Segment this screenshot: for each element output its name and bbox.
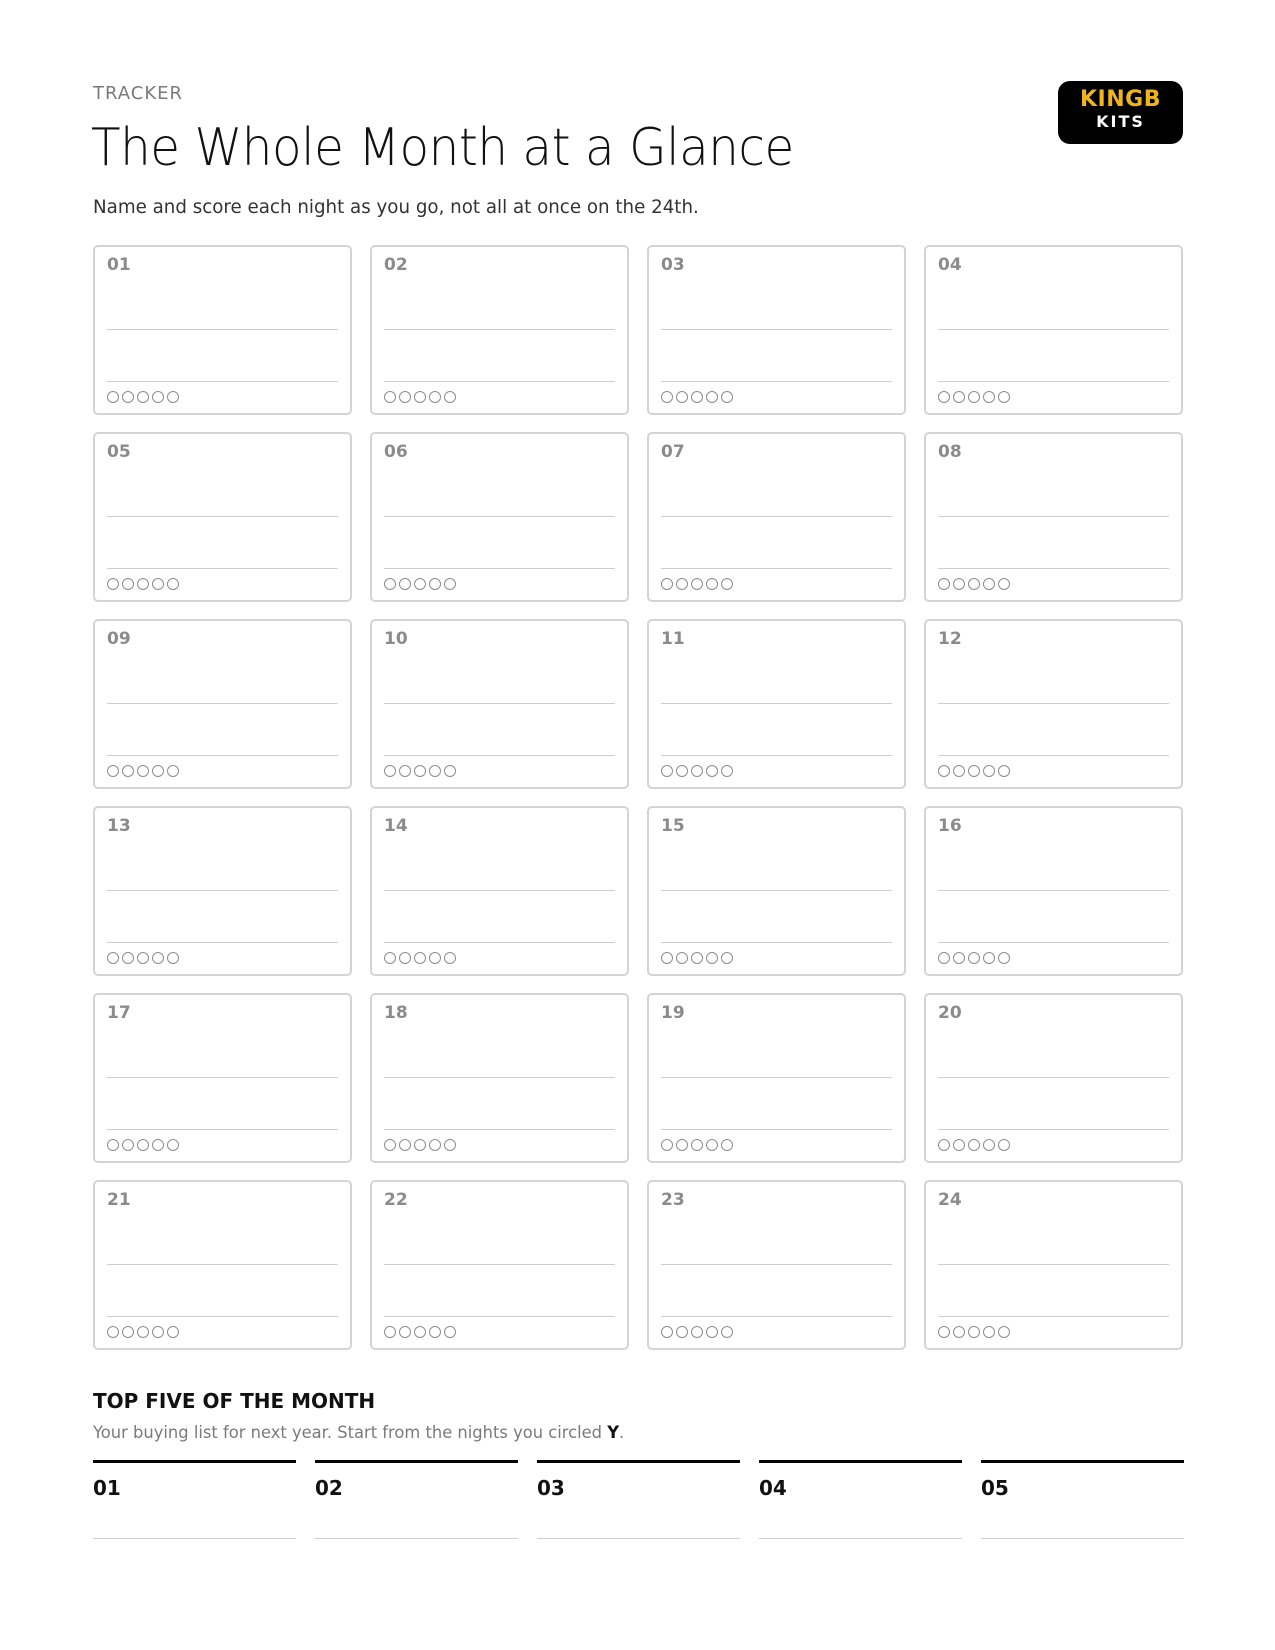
- rating-circle-icon[interactable]: [167, 578, 179, 590]
- rating-circle-icon[interactable]: [152, 952, 164, 964]
- rating-circle-icon[interactable]: [414, 578, 426, 590]
- rating-circle-icon[interactable]: [983, 952, 995, 964]
- rating-circle-icon[interactable]: [968, 952, 980, 964]
- rating-circle-icon[interactable]: [399, 391, 411, 403]
- rating-circle-icon[interactable]: [938, 1326, 950, 1338]
- rating-circle-icon[interactable]: [968, 1139, 980, 1151]
- name-line[interactable]: [107, 1264, 338, 1265]
- name-line[interactable]: [384, 1077, 615, 1078]
- rating-circle-icon[interactable]: [384, 1139, 396, 1151]
- name-line[interactable]: [938, 1077, 1169, 1078]
- rating-circle-icon[interactable]: [429, 952, 441, 964]
- day-card: [370, 432, 629, 602]
- day-number: 16: [938, 816, 962, 836]
- day-number: 06: [384, 442, 408, 462]
- rating-circle-icon[interactable]: [384, 1326, 396, 1338]
- rating-circle-icon[interactable]: [152, 1326, 164, 1338]
- rating-circle-icon[interactable]: [983, 578, 995, 590]
- name-line[interactable]: [661, 329, 892, 330]
- day-number: 08: [938, 442, 962, 462]
- day-card: [93, 432, 352, 602]
- rating-circles: [938, 391, 1010, 403]
- top-five-entry-line[interactable]: [759, 1538, 962, 1539]
- rating-circle-icon[interactable]: [429, 765, 441, 777]
- rating-circle-icon[interactable]: [107, 952, 119, 964]
- day-card: [93, 1180, 352, 1350]
- name-line[interactable]: [384, 516, 615, 517]
- rating-circle-icon[interactable]: [998, 1139, 1010, 1151]
- top-five-subtitle-text: Your buying list for next year. Start from the nights you circled: [93, 1423, 608, 1443]
- top-five-slot: [759, 1460, 962, 1543]
- day-card: [647, 432, 906, 602]
- day-number: 09: [107, 629, 131, 649]
- eyebrow-label: TRACKER: [93, 83, 184, 104]
- day-number: 04: [938, 255, 962, 275]
- notes-line[interactable]: [107, 568, 338, 569]
- rating-circles: [384, 1326, 456, 1338]
- rating-circle-icon[interactable]: [444, 952, 456, 964]
- rating-circle-icon[interactable]: [998, 391, 1010, 403]
- notes-line[interactable]: [661, 1129, 892, 1130]
- notes-line[interactable]: [661, 755, 892, 756]
- rating-circles: [661, 578, 733, 590]
- notes-line[interactable]: [384, 381, 615, 382]
- rating-circle-icon[interactable]: [998, 765, 1010, 777]
- rating-circle-icon[interactable]: [429, 391, 441, 403]
- notes-line[interactable]: [938, 755, 1169, 756]
- name-line[interactable]: [938, 703, 1169, 704]
- rating-circles: [384, 952, 456, 964]
- rating-circles: [107, 578, 179, 590]
- rating-circle-icon[interactable]: [661, 1139, 673, 1151]
- rating-circle-icon[interactable]: [968, 391, 980, 403]
- day-card: [370, 619, 629, 789]
- rating-circle-icon[interactable]: [953, 765, 965, 777]
- rating-circle-icon[interactable]: [968, 578, 980, 590]
- rating-circle-icon[interactable]: [107, 1326, 119, 1338]
- day-card: [93, 993, 352, 1163]
- rating-circles: [938, 765, 1010, 777]
- rating-circle-icon[interactable]: [414, 391, 426, 403]
- rating-circles: [661, 952, 733, 964]
- name-line[interactable]: [107, 890, 338, 891]
- rating-circle-icon[interactable]: [137, 1139, 149, 1151]
- rating-circles: [384, 578, 456, 590]
- rating-circle-icon[interactable]: [721, 1326, 733, 1338]
- rating-circle-icon[interactable]: [676, 391, 688, 403]
- notes-line[interactable]: [938, 1316, 1169, 1317]
- day-number: 19: [661, 1003, 685, 1023]
- top-five-slot: [537, 1460, 740, 1543]
- day-number: 05: [107, 442, 131, 462]
- day-number: 03: [661, 255, 685, 275]
- rating-circle-icon[interactable]: [414, 765, 426, 777]
- rating-circle-icon[interactable]: [399, 578, 411, 590]
- day-card: [93, 245, 352, 415]
- notes-line[interactable]: [384, 568, 615, 569]
- top-five-number: 03: [537, 1476, 565, 1500]
- name-line[interactable]: [107, 516, 338, 517]
- day-number: 11: [661, 629, 685, 649]
- brand-logo: [1058, 81, 1183, 144]
- day-card: [93, 806, 352, 976]
- day-number: 20: [938, 1003, 962, 1023]
- rating-circles: [938, 952, 1010, 964]
- day-grid: [93, 245, 1183, 1350]
- rating-circle-icon[interactable]: [137, 578, 149, 590]
- page-title: The Whole Month at a Glance: [91, 118, 794, 178]
- rating-circle-icon[interactable]: [661, 765, 673, 777]
- top-five-slot: [93, 1460, 296, 1543]
- top-five-entry-line[interactable]: [537, 1538, 740, 1539]
- top-five-slot: [315, 1460, 518, 1543]
- rating-circle-icon[interactable]: [152, 578, 164, 590]
- rating-circle-icon[interactable]: [167, 1139, 179, 1151]
- top-five-entry-line[interactable]: [981, 1538, 1184, 1539]
- rating-circle-icon[interactable]: [721, 391, 733, 403]
- notes-line[interactable]: [107, 1129, 338, 1130]
- rating-circle-icon[interactable]: [706, 952, 718, 964]
- rating-circle-icon[interactable]: [998, 952, 1010, 964]
- rating-circle-icon[interactable]: [953, 1139, 965, 1151]
- name-line[interactable]: [384, 1264, 615, 1265]
- rating-circle-icon[interactable]: [983, 391, 995, 403]
- rating-circles: [107, 1139, 179, 1151]
- day-number: 22: [384, 1190, 408, 1210]
- rating-circles: [107, 952, 179, 964]
- notes-line[interactable]: [384, 942, 615, 943]
- rating-circle-icon[interactable]: [721, 952, 733, 964]
- rating-circle-icon[interactable]: [676, 765, 688, 777]
- top-five-entry-line[interactable]: [93, 1538, 296, 1539]
- rating-circle-icon[interactable]: [429, 578, 441, 590]
- top-five-heading: TOP FIVE OF THE MONTH: [93, 1389, 376, 1413]
- notes-line[interactable]: [384, 1316, 615, 1317]
- rating-circle-icon[interactable]: [721, 765, 733, 777]
- rating-circle-icon[interactable]: [152, 391, 164, 403]
- rating-circle-icon[interactable]: [107, 578, 119, 590]
- rating-circle-icon[interactable]: [676, 1326, 688, 1338]
- top-five-entry-line[interactable]: [315, 1538, 518, 1539]
- rating-circles: [661, 391, 733, 403]
- day-card: [924, 245, 1183, 415]
- rating-circle-icon[interactable]: [983, 1326, 995, 1338]
- rating-circle-icon[interactable]: [691, 1139, 703, 1151]
- notes-line[interactable]: [661, 942, 892, 943]
- rating-circle-icon[interactable]: [137, 1326, 149, 1338]
- rating-circle-icon[interactable]: [444, 578, 456, 590]
- notes-line[interactable]: [384, 1129, 615, 1130]
- top-five-number: 05: [981, 1476, 1009, 1500]
- name-line[interactable]: [661, 703, 892, 704]
- rating-circle-icon[interactable]: [706, 578, 718, 590]
- rating-circle-icon[interactable]: [444, 391, 456, 403]
- rating-circle-icon[interactable]: [414, 1139, 426, 1151]
- page-subtitle: Name and score each night as you go, not all at once on the 24th.: [93, 196, 699, 218]
- rating-circles: [938, 1326, 1010, 1338]
- notes-line[interactable]: [107, 755, 338, 756]
- rating-circle-icon[interactable]: [399, 952, 411, 964]
- rating-circle-icon[interactable]: [706, 1326, 718, 1338]
- name-line[interactable]: [107, 1077, 338, 1078]
- rating-circle-icon[interactable]: [122, 1326, 134, 1338]
- rating-circle-icon[interactable]: [152, 765, 164, 777]
- day-number: 14: [384, 816, 408, 836]
- rating-circle-icon[interactable]: [137, 391, 149, 403]
- day-card: [647, 619, 906, 789]
- top-five-row: [93, 1460, 1183, 1543]
- rating-circle-icon[interactable]: [122, 578, 134, 590]
- rating-circle-icon[interactable]: [953, 578, 965, 590]
- rating-circle-icon[interactable]: [399, 1326, 411, 1338]
- rating-circle-icon[interactable]: [661, 952, 673, 964]
- notes-line[interactable]: [661, 1316, 892, 1317]
- rating-circle-icon[interactable]: [953, 952, 965, 964]
- day-card: [93, 619, 352, 789]
- rating-circle-icon[interactable]: [384, 952, 396, 964]
- rating-circle-icon[interactable]: [122, 1139, 134, 1151]
- day-card: [924, 1180, 1183, 1350]
- rating-circle-icon[interactable]: [444, 765, 456, 777]
- rating-circles: [107, 765, 179, 777]
- rating-circle-icon[interactable]: [122, 391, 134, 403]
- rating-circle-icon[interactable]: [721, 578, 733, 590]
- rating-circle-icon[interactable]: [661, 1326, 673, 1338]
- rating-circle-icon[interactable]: [953, 391, 965, 403]
- day-number: 21: [107, 1190, 131, 1210]
- top-five-subtitle-emphasis: Y: [607, 1423, 620, 1443]
- rating-circle-icon[interactable]: [107, 765, 119, 777]
- notes-line[interactable]: [938, 942, 1169, 943]
- day-number: 24: [938, 1190, 962, 1210]
- rating-circle-icon[interactable]: [152, 1139, 164, 1151]
- day-card: [370, 1180, 629, 1350]
- rating-circle-icon[interactable]: [968, 765, 980, 777]
- rating-circle-icon[interactable]: [998, 1326, 1010, 1338]
- top-five-subtitle: [93, 1423, 624, 1443]
- rating-circle-icon[interactable]: [167, 391, 179, 403]
- day-number: 02: [384, 255, 408, 275]
- day-card: [924, 619, 1183, 789]
- rating-circle-icon[interactable]: [167, 952, 179, 964]
- rating-circles: [107, 391, 179, 403]
- name-line[interactable]: [661, 1264, 892, 1265]
- day-number: 13: [107, 816, 131, 836]
- rating-circle-icon[interactable]: [721, 1139, 733, 1151]
- rating-circle-icon[interactable]: [444, 1139, 456, 1151]
- day-card: [924, 806, 1183, 976]
- top-five-subtitle-end: .: [619, 1423, 625, 1443]
- day-card: [647, 1180, 906, 1350]
- notes-line[interactable]: [661, 568, 892, 569]
- day-card: [924, 993, 1183, 1163]
- rating-circle-icon[interactable]: [137, 952, 149, 964]
- top-five-number: 01: [93, 1476, 121, 1500]
- rating-circle-icon[interactable]: [384, 391, 396, 403]
- rating-circle-icon[interactable]: [107, 391, 119, 403]
- rating-circle-icon[interactable]: [429, 1139, 441, 1151]
- day-card: [647, 806, 906, 976]
- rating-circle-icon[interactable]: [661, 391, 673, 403]
- day-number: 17: [107, 1003, 131, 1023]
- rating-circle-icon[interactable]: [429, 1326, 441, 1338]
- day-number: 10: [384, 629, 408, 649]
- rating-circles: [107, 1326, 179, 1338]
- notes-line[interactable]: [938, 568, 1169, 569]
- rating-circle-icon[interactable]: [167, 1326, 179, 1338]
- rating-circle-icon[interactable]: [938, 765, 950, 777]
- name-line[interactable]: [661, 890, 892, 891]
- day-card: [370, 993, 629, 1163]
- rating-circle-icon[interactable]: [167, 765, 179, 777]
- rating-circle-icon[interactable]: [414, 1326, 426, 1338]
- notes-line[interactable]: [107, 381, 338, 382]
- rating-circle-icon[interactable]: [691, 578, 703, 590]
- notes-line[interactable]: [661, 381, 892, 382]
- rating-circles: [384, 1139, 456, 1151]
- name-line[interactable]: [384, 890, 615, 891]
- name-line[interactable]: [107, 329, 338, 330]
- rating-circle-icon[interactable]: [661, 578, 673, 590]
- day-card: [647, 245, 906, 415]
- rating-circle-icon[interactable]: [706, 391, 718, 403]
- rating-circle-icon[interactable]: [384, 578, 396, 590]
- day-card: [370, 806, 629, 976]
- rating-circle-icon[interactable]: [706, 765, 718, 777]
- notes-line[interactable]: [107, 942, 338, 943]
- name-line[interactable]: [107, 703, 338, 704]
- day-card: [647, 993, 906, 1163]
- rating-circles: [661, 1326, 733, 1338]
- day-number: 23: [661, 1190, 685, 1210]
- rating-circle-icon[interactable]: [676, 578, 688, 590]
- top-five-number: 04: [759, 1476, 787, 1500]
- rating-circle-icon[interactable]: [676, 952, 688, 964]
- name-line[interactable]: [938, 1264, 1169, 1265]
- rating-circle-icon[interactable]: [983, 1139, 995, 1151]
- rating-circle-icon[interactable]: [137, 765, 149, 777]
- rating-circle-icon[interactable]: [983, 765, 995, 777]
- rating-circles: [938, 578, 1010, 590]
- rating-circle-icon[interactable]: [938, 578, 950, 590]
- rating-circle-icon[interactable]: [444, 1326, 456, 1338]
- rating-circles: [661, 1139, 733, 1151]
- rating-circle-icon[interactable]: [691, 391, 703, 403]
- name-line[interactable]: [938, 890, 1169, 891]
- day-number: 07: [661, 442, 685, 462]
- rating-circle-icon[interactable]: [953, 1326, 965, 1338]
- rating-circle-icon[interactable]: [691, 1326, 703, 1338]
- top-five-number: 02: [315, 1476, 343, 1500]
- day-number: 15: [661, 816, 685, 836]
- notes-line[interactable]: [938, 381, 1169, 382]
- rating-circles: [384, 391, 456, 403]
- name-line[interactable]: [384, 329, 615, 330]
- name-line[interactable]: [938, 516, 1169, 517]
- top-five-slot: [981, 1460, 1184, 1543]
- notes-line[interactable]: [938, 1129, 1169, 1130]
- rating-circle-icon[interactable]: [399, 765, 411, 777]
- rating-circle-icon[interactable]: [122, 765, 134, 777]
- name-line[interactable]: [384, 703, 615, 704]
- day-number: 12: [938, 629, 962, 649]
- rating-circle-icon[interactable]: [938, 952, 950, 964]
- rating-circle-icon[interactable]: [691, 952, 703, 964]
- rating-circle-icon[interactable]: [691, 765, 703, 777]
- notes-line[interactable]: [107, 1316, 338, 1317]
- day-number: 18: [384, 1003, 408, 1023]
- rating-circle-icon[interactable]: [938, 391, 950, 403]
- rating-circles: [938, 1139, 1010, 1151]
- rating-circle-icon[interactable]: [384, 765, 396, 777]
- rating-circle-icon[interactable]: [998, 578, 1010, 590]
- name-line[interactable]: [661, 516, 892, 517]
- day-card: [924, 432, 1183, 602]
- rating-circle-icon[interactable]: [676, 1139, 688, 1151]
- day-number: 01: [107, 255, 131, 275]
- name-line[interactable]: [938, 329, 1169, 330]
- page: [93, 0, 1183, 1650]
- rating-circle-icon[interactable]: [107, 1139, 119, 1151]
- logo-line-2: KITS: [1096, 112, 1145, 131]
- name-line[interactable]: [661, 1077, 892, 1078]
- notes-line[interactable]: [384, 755, 615, 756]
- rating-circle-icon[interactable]: [399, 1139, 411, 1151]
- rating-circles: [384, 765, 456, 777]
- rating-circle-icon[interactable]: [706, 1139, 718, 1151]
- rating-circle-icon[interactable]: [122, 952, 134, 964]
- day-card: [370, 245, 629, 415]
- logo-line-1: KINGB: [1080, 87, 1161, 112]
- rating-circle-icon[interactable]: [938, 1139, 950, 1151]
- rating-circles: [661, 765, 733, 777]
- rating-circle-icon[interactable]: [414, 952, 426, 964]
- rating-circle-icon[interactable]: [968, 1326, 980, 1338]
